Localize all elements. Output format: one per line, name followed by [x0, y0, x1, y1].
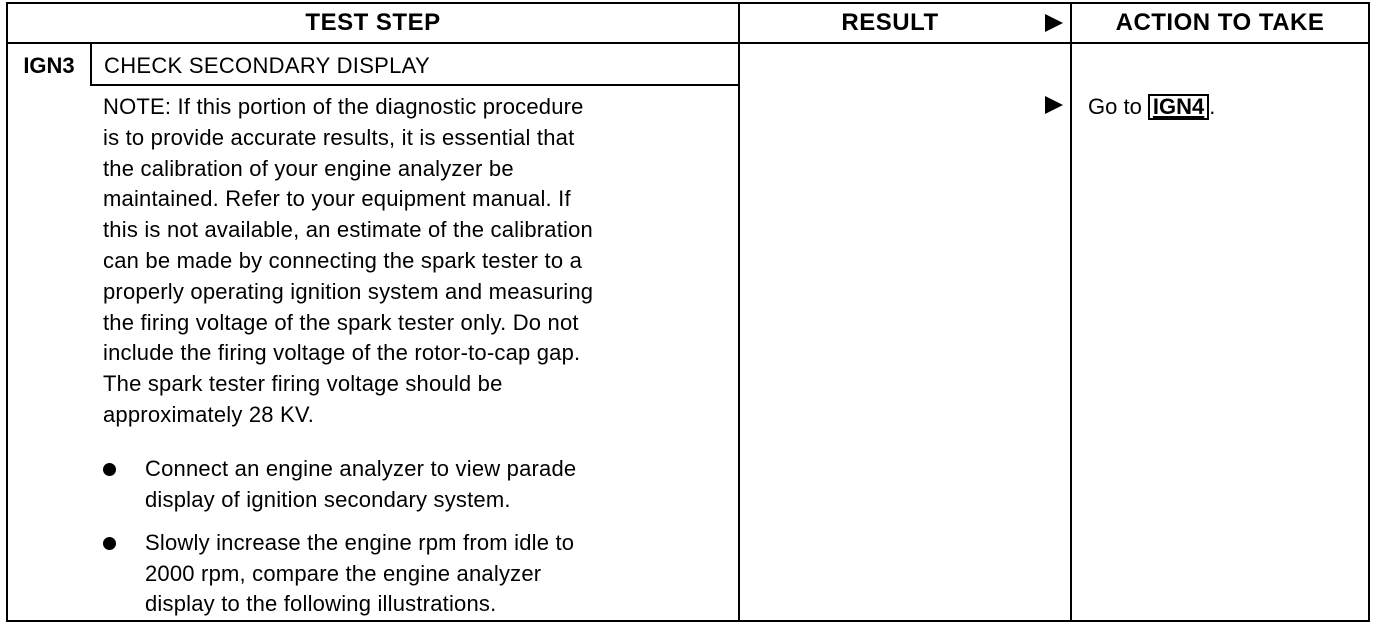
bullet-dot-icon: [103, 537, 116, 550]
note-line: approximately 28 KV.: [103, 401, 315, 427]
step-id-divider: [90, 44, 92, 86]
header-action-to-take: ACTION TO TAKE: [1115, 9, 1325, 36]
bullet-line: 2000 rpm, compare the engine analyzer: [145, 560, 542, 586]
bullet-line: Connect an engine analyzer to view parade: [145, 456, 577, 481]
result-action-divider: [1070, 2, 1072, 622]
action-prefix: Go to: [1088, 94, 1148, 119]
note-line: maintained. Refer to your equipment manual. If: [103, 186, 571, 212]
note-line: is to provide accurate results, it is essential that: [103, 124, 575, 150]
goto-ign4-link[interactable]: IGN4: [1148, 94, 1209, 120]
note-line: the firing voltage of the spark tester only. Do not: [103, 309, 579, 335]
result-arrow-icon: [1045, 96, 1063, 114]
note-line: NOTE: If this portion of the diagnostic procedure: [103, 94, 584, 119]
note-line: properly operating ignition system and measuring: [103, 278, 594, 304]
note-line: include the firing voltage of the rotor-to-cap gap.: [103, 340, 581, 366]
action-text: [1088, 92, 1215, 122]
bullet-line: display of ignition secondary system.: [145, 486, 511, 512]
step-title: CHECK SECONDARY DISPLAY: [104, 53, 430, 78]
note-line: the calibration of your engine analyzer be: [103, 155, 514, 181]
header-arrow-icon: [1045, 14, 1063, 32]
note-line: The spark tester firing voltage should be: [103, 371, 503, 397]
action-suffix: .: [1209, 94, 1216, 119]
note-paragraph: [103, 92, 733, 431]
bullet-item: [103, 454, 723, 515]
step-title-divider: [90, 84, 740, 86]
bullet-line: Slowly increase the engine rpm from idle to: [145, 530, 575, 555]
bullet-item: [103, 528, 723, 620]
bullet-line: display to the following illustrations.: [145, 591, 497, 616]
header-result: RESULT: [841, 9, 939, 36]
test-step-result-divider: [738, 2, 740, 622]
note-line: can be made by connecting the spark tester to a: [103, 247, 583, 273]
bullet-dot-icon: [103, 463, 116, 476]
step-id: IGN3: [23, 53, 75, 78]
header-test-step: TEST STEP: [305, 9, 441, 36]
note-line: this is not available, an estimate of the calibration: [103, 217, 593, 243]
